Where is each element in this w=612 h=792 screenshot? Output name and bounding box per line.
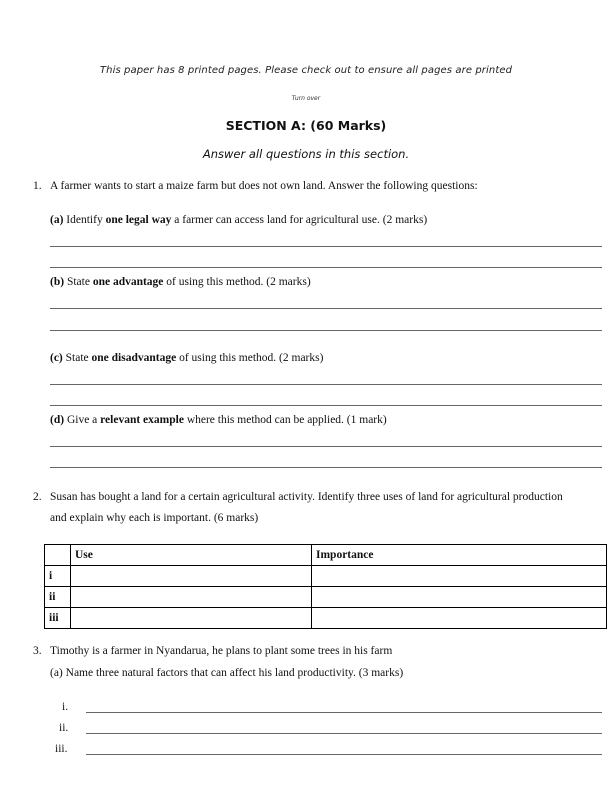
row-number: iii (45, 608, 71, 629)
turn-over-note: Turn over (291, 95, 321, 102)
question-1b (50, 275, 311, 289)
question-1d-pre: Give a (66, 414, 101, 426)
answer-line[interactable] (50, 267, 602, 268)
question-1d-bold: relevant example (100, 414, 184, 426)
answer-line[interactable] (50, 330, 602, 331)
answer-line[interactable] (50, 308, 602, 309)
row-number: ii (45, 587, 71, 608)
question-1b-post: of using this method. (2 marks) (163, 276, 311, 288)
question-1a-post: a farmer can access land for agricultural use. (2 marks) (171, 214, 428, 226)
printed-pages-note: This paper has 8 printed pages. Please check out to ensure all pages are printed (99, 65, 513, 76)
importance-cell[interactable] (312, 608, 607, 629)
question-1-stem: A farmer wants to start a maize farm but does not own land. Answer the following questions: (50, 180, 478, 192)
answer-line[interactable] (50, 384, 602, 385)
question-1b-bold: one advantage (92, 276, 164, 288)
table-header-row (45, 545, 607, 566)
question-1d-post: where this method can be applied. (1 mark) (183, 414, 387, 426)
question-1b-label: (b) (50, 276, 65, 288)
answer-line[interactable] (86, 712, 602, 713)
question-1a (50, 213, 427, 227)
use-cell[interactable] (71, 566, 312, 587)
answer-line[interactable] (50, 467, 602, 468)
question-1a-label: (a) (50, 214, 64, 226)
question-1c-post: of using this method. (2 marks) (176, 352, 324, 364)
question-3-stem: Timothy is a farmer in Nyandarua, he plans to plant some trees in his farm (50, 645, 393, 657)
answer-line[interactable] (86, 754, 602, 755)
question-1d-label: (d) (50, 414, 65, 426)
answer-line[interactable] (50, 246, 602, 247)
section-title: SECTION A: (60 Marks) (225, 118, 387, 133)
answer-line[interactable] (86, 733, 602, 734)
answer-line[interactable] (50, 405, 602, 406)
list-item-marker: ii. (59, 722, 69, 734)
answer-line[interactable] (50, 446, 602, 447)
uses-table (44, 544, 607, 629)
question-1c (50, 351, 323, 365)
question-2-line1: Susan has bought a land for a certain agricultural activity. Identify three uses of land for agricultural production (50, 491, 563, 503)
question-2-line2: and explain why each is important. (6 marks) (50, 512, 259, 524)
table-header-importance: Importance (312, 545, 607, 566)
question-1c-pre: State (65, 352, 92, 364)
list-item-marker: i. (62, 701, 69, 713)
question-2-number: 2. (33, 491, 42, 503)
list-item-marker: iii. (55, 743, 68, 755)
question-1b-pre: State (66, 276, 93, 288)
question-1c-bold: one disadvantage (91, 352, 177, 364)
table-header-use: Use (71, 545, 312, 566)
question-3-number: 3. (33, 645, 42, 657)
use-cell[interactable] (71, 608, 312, 629)
table-row (45, 608, 607, 629)
question-1a-pre: Identify (66, 214, 106, 226)
use-cell[interactable] (71, 587, 312, 608)
question-1c-label: (c) (50, 352, 63, 364)
question-1-number: 1. (33, 180, 42, 192)
importance-cell[interactable] (312, 566, 607, 587)
table-header-blank (45, 545, 71, 566)
row-number: i (45, 566, 71, 587)
table-row (45, 566, 607, 587)
question-3a: (a) Name three natural factors that can affect his land productivity. (3 marks) (50, 667, 404, 679)
question-1a-bold: one legal way (105, 214, 172, 226)
question-1d (50, 413, 387, 427)
table-row (45, 587, 607, 608)
section-instruction: Answer all questions in this section. (202, 147, 410, 161)
importance-cell[interactable] (312, 587, 607, 608)
